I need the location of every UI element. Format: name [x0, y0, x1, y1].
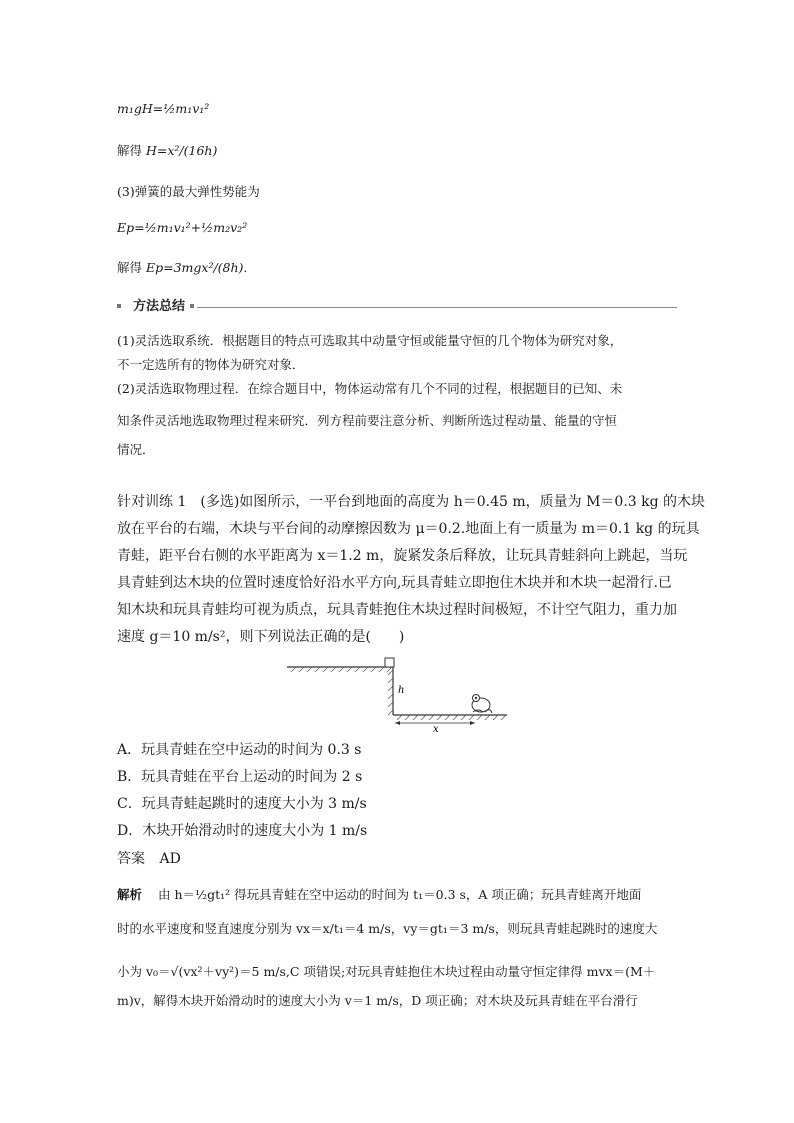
- label-x: x: [433, 724, 439, 733]
- problem-line4: 具青蛙到达木块的位置时速度恰好沿水平方向,玩具青蛙立即抱住木块并和木块一起滑行.已: [117, 575, 672, 591]
- method-p1-line2: 不一定选所有的物体为研究对象．: [117, 357, 305, 372]
- label-h: h: [398, 685, 405, 696]
- problem-line5: 知木块和玩具青蛙均可视为质点，玩具青蛙抱住木块过程时间极短，不计空气阻力，重力加: [117, 602, 677, 618]
- answer-label: 答案: [117, 851, 145, 867]
- answer-value: AD: [159, 851, 181, 867]
- method-p2-line3: 情况．: [117, 442, 155, 457]
- analysis-line1: 解析 由 h＝½gt₁² 得玩具青蛙在空中运动的时间为 t₁＝0.3 s，A 项正确；玩具青蛙离开地面: [117, 887, 642, 902]
- problem-line3: 青蛙，距平台右侧的水平距离为 x＝1.2 m，旋紧发条后释放，让玩具青蛙斜向上跳起，当玩: [117, 548, 688, 564]
- ground-surface: [393, 715, 507, 720]
- equation-momentum-energy: m₁gH=½m₁v₁²: [117, 101, 210, 116]
- option-d: D．木块开始滑动时的速度大小为 1 m/s: [117, 823, 368, 839]
- wooden-block: [385, 658, 394, 667]
- equation-height-result: 解得 H=x²/(16h): [117, 143, 218, 158]
- part3-label: (3)弹簧的最大弹性势能为: [117, 184, 260, 199]
- equation-elastic-energy: Ep=½m₁v₁²+½m₂v₂²: [117, 220, 248, 235]
- equation-energy-result: 解得 Ep=3mgx²/(8h).: [117, 260, 248, 275]
- method-summary-title: 方法总结: [133, 299, 186, 314]
- method-summary-heading: [117, 298, 677, 316]
- option-c: C．玩具青蛙起跳时的速度大小为 3 m/s: [117, 796, 367, 812]
- heading-bullet-icon: [117, 304, 121, 308]
- platform-wall: [388, 667, 393, 715]
- problem-line1: 针对训练 1 (多选)如图所示，一平台到地面的高度为 h＝0.45 m，质量为 M＝0.3 kg 的木块: [117, 494, 706, 510]
- option-a: A．玩具青蛙在空中运动的时间为 0.3 s: [117, 742, 362, 758]
- option-b: B．玩具青蛙在平台上运动的时间为 2 s: [117, 769, 363, 785]
- analysis-line2: 时的水平速度和竖直速度分别为 vx＝x/t₁＝4 m/s，vy＝gt₁＝3 m/s，则玩具青蛙起跳时的速度大: [117, 921, 658, 936]
- analysis-line3: 小为 v₀＝√(vx²＋vy²)＝5 m/s,C 项错误;对玩具青蛙抱住木块过程由动量守恒定律得 mvx＝(M＋: [117, 964, 656, 979]
- platform-diagram: [285, 655, 515, 733]
- heading-bullet-icon: [190, 304, 194, 308]
- answer-line: [117, 850, 181, 868]
- method-p1-line1: (1)灵活选取系统．根据题目的特点可选取其中动量守恒或能量守恒的几个物体为研究对象，: [117, 333, 623, 348]
- toy-frog-icon: [472, 695, 492, 714]
- analysis-label: 解析: [117, 887, 143, 902]
- analysis-line4: m)v，解得木块开始滑动时的速度大小为 v＝1 m/s，D 项正确；对木块及玩具青蛙在平台滑行: [117, 993, 638, 1008]
- heading-rule: [197, 307, 677, 308]
- platform-top-surface: [287, 667, 393, 672]
- problem-line2: 放在平台的右端，木块与平台间的动摩擦因数为 μ＝0.2.地面上有一质量为 m＝0.1 kg 的玩具: [117, 521, 700, 537]
- method-p2-line2: 知条件灵活地选取物理过程来研究．列方程前要注意分析、判断所选过程动量、能量的守恒: [117, 413, 618, 428]
- problem-line6: 速度 g＝10 m/s²，则下列说法正确的是( ): [117, 629, 405, 645]
- method-p2-line1: (2)灵活选取物理过程．在综合题目中，物体运动常有几个不同的过程，根据题目的已知、未: [117, 381, 623, 396]
